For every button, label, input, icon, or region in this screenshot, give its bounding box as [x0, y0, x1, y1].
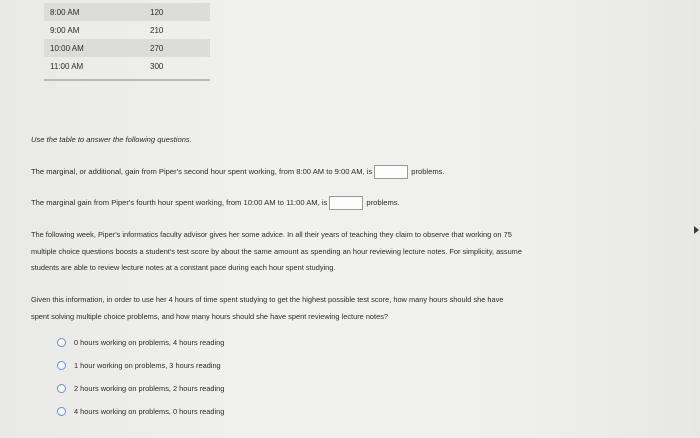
paragraph-line: multiple choice questions boosts a student's test score by about the same amount as spending an hour reviewing lecture notes. For simplicity, assume: [31, 246, 522, 256]
question-1-text: The marginal, or additional, gain from Piper's second hour spent working, from 8:00 AM to 9:00 AM, is: [31, 167, 373, 176]
paragraph-line: spent solving multiple choice problems, and how many hours should she have spent reviewing lecture notes?: [31, 311, 389, 321]
option-label: 0 hours working on problems, 4 hours reading: [74, 338, 225, 347]
table-row: [44, 39, 210, 57]
radio-button[interactable]: [57, 338, 66, 347]
question-1-answer-input[interactable]: [374, 165, 408, 179]
advice-paragraph: [31, 227, 522, 277]
table-bottom-rule: [44, 79, 210, 81]
radio-button[interactable]: [57, 384, 66, 393]
value-cell: 300: [150, 61, 164, 71]
radio-button[interactable]: [57, 361, 66, 370]
paragraph-line: The following week, Piper's informatics faculty advisor gives her some advice. In all their years of teaching they claim to observe that working on 75: [31, 230, 512, 239]
option-label: 2 hours working on problems, 2 hours reading: [74, 384, 225, 393]
question-1: [31, 165, 445, 179]
time-cell: 10:00 AM: [50, 43, 84, 53]
paragraph-line: students are able to review lecture notes at a constant pace during each hour spent studying.: [31, 263, 336, 272]
time-cell: 8:00 AM: [50, 7, 80, 17]
table-row: [44, 3, 210, 21]
paragraph-line: Given this information, in order to use her 4 hours of time spent studying to get the highest possible test score, how many hours should she have: [31, 295, 504, 304]
answer-option[interactable]: [57, 377, 224, 400]
table-row: [44, 57, 210, 75]
time-cell: 9:00 AM: [50, 25, 80, 35]
question-3-prompt: [31, 292, 503, 325]
answer-option[interactable]: [57, 331, 224, 354]
time-cell: 11:00 AM: [50, 61, 84, 71]
radio-button[interactable]: [57, 407, 66, 416]
question-1-unit: problems.: [411, 167, 445, 176]
question-2: [31, 196, 400, 210]
right-arrow-icon: [694, 226, 699, 234]
value-cell: 270: [150, 43, 164, 53]
value-cell: 210: [150, 25, 164, 35]
question-2-unit: problems.: [366, 198, 400, 207]
hours-problems-table: [44, 3, 210, 75]
answer-options: [57, 331, 224, 423]
option-label: 1 hour working on problems, 3 hours reading: [74, 361, 221, 370]
value-cell: 120: [150, 7, 164, 17]
option-label: 4 hours working on problems, 0 hours reading: [74, 407, 225, 416]
answer-option[interactable]: [57, 400, 224, 423]
answer-option[interactable]: [57, 354, 224, 377]
question-2-answer-input[interactable]: [329, 196, 363, 210]
question-2-text: The marginal gain from Piper's fourth hour spent working, from 10:00 AM to 11:00 AM, is: [31, 198, 328, 207]
table-row: [44, 21, 210, 39]
instructions: Use the table to answer the following questions.: [31, 135, 192, 144]
